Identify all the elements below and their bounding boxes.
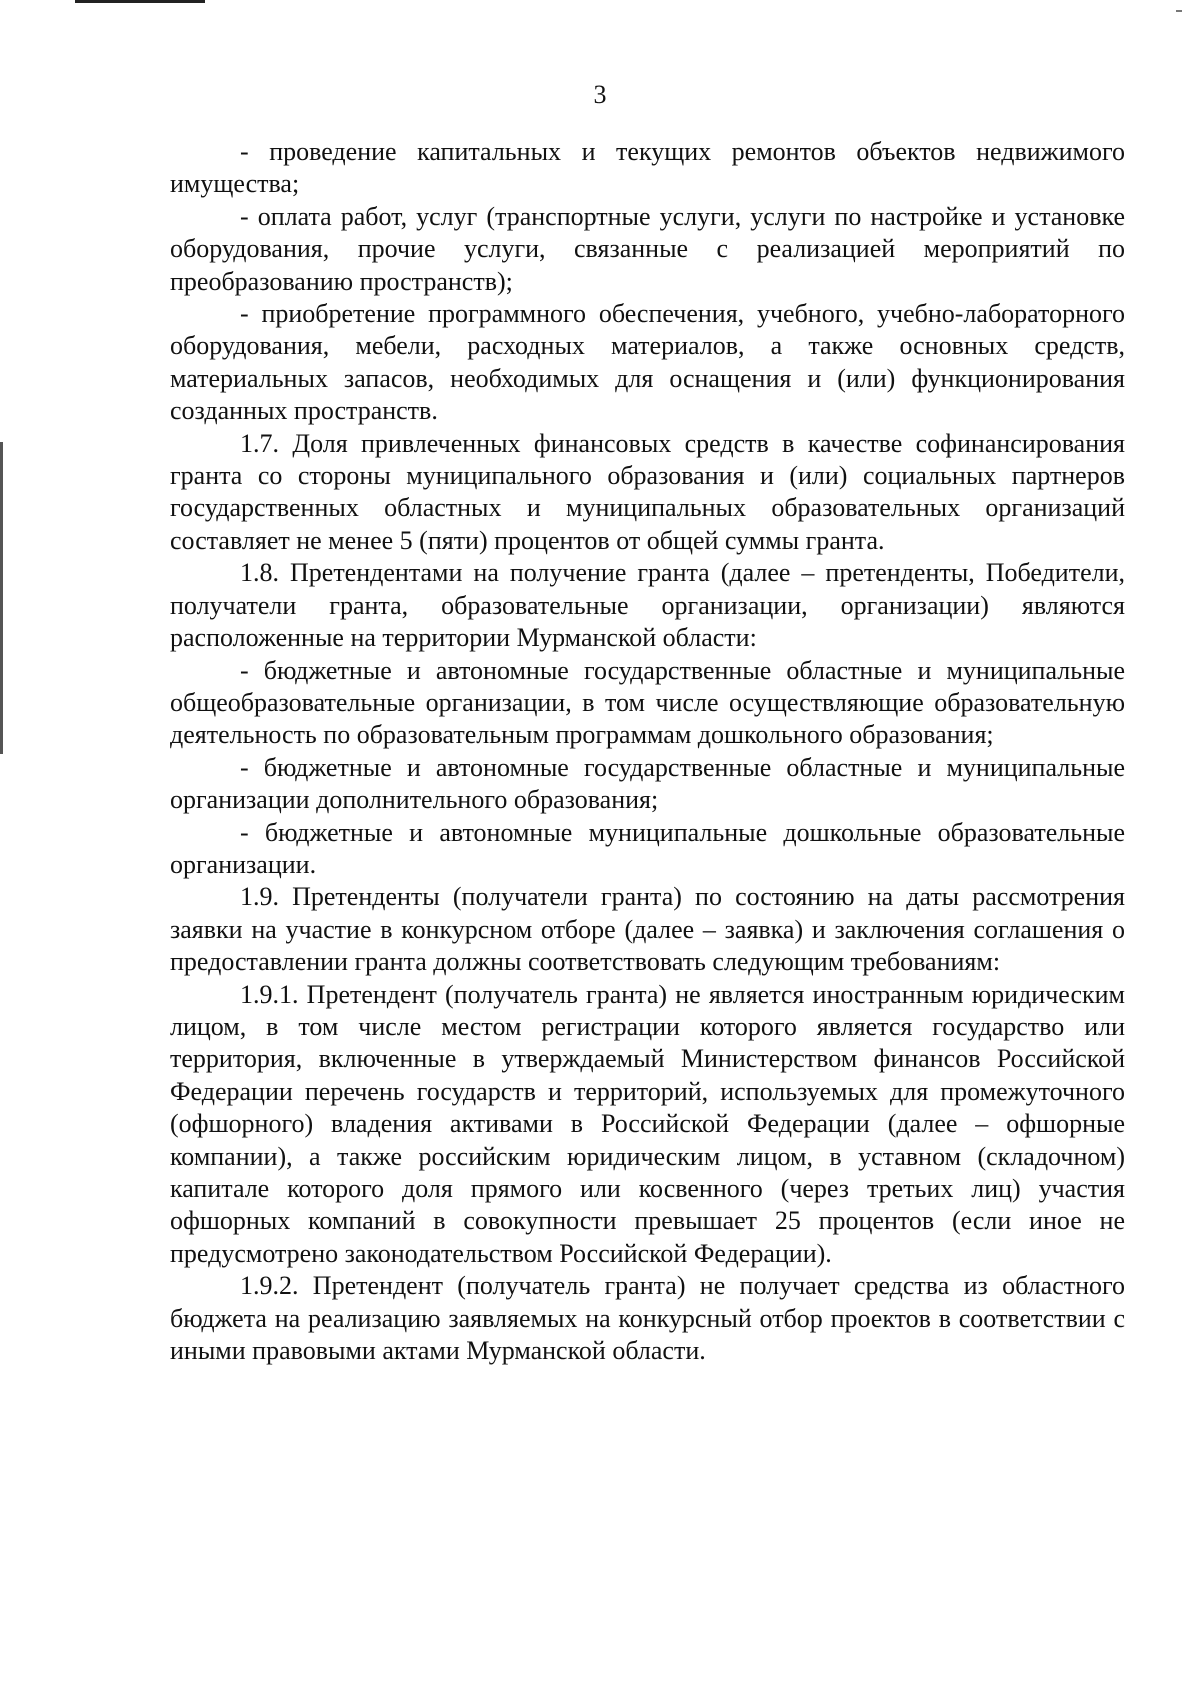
paragraph-1-9: 1.9. Претенденты (получатели гранта) по состоянию на даты рассмотрения заявки на участие в конкурсном отборе (далее – заявка) и заключения соглашения о предоставлении гранта должны соответствовать следующим требованиям: xyxy=(170,882,1125,977)
paragraph-acquisition: - приобретение программного обеспечения, учебного, учебно-лабораторного оборудования, мебели, расходных материалов, а также основных средств, материальных запасов, необходимых для оснащения и (или) функционирования созданных пространств. xyxy=(170,299,1125,426)
paragraph-general-schools: - бюджетные и автономные государственные областные и муниципальные общеобразовательные организации, в том числе осуществляющие образовательную деятельность по образовательным программам дошкольного образования; xyxy=(170,655,1125,750)
paragraph-repairs: - проведение капитальных и текущих ремонтов объектов недвижимого имущества; xyxy=(170,137,1125,199)
paragraph-1-7: 1.7. Доля привлеченных финансовых средств в качестве софинансирования гранта со стороны муниципального образования и (или) социальных партнеров государственных областных и муниципальных образовательных организаций составляет не менее 5 (пяти) процентов от общей суммы гранта. xyxy=(170,428,1125,555)
paragraph-payment-services: - оплата работ, услуг (транспортные услуги, услуги по настройке и установке оборудования, прочие услуги, связанные с реализацией мероприятий по преобразованию пространств); xyxy=(170,201,1125,296)
paragraph-1-8: 1.8. Претендентами на получение гранта (далее – претенденты, Победители, получатели гранта, образовательные организации, организации) являются расположенные на территории Мурманской области: xyxy=(170,558,1125,653)
paragraph-additional-education: - бюджетные и автономные государственные областные и муниципальные организации дополнительного образования; xyxy=(170,752,1125,815)
scan-mark xyxy=(1176,10,1182,12)
top-rule xyxy=(75,0,205,3)
scan-edge-mark xyxy=(0,442,3,754)
document-body xyxy=(170,136,1125,1367)
paragraph-1-9-1: 1.9.1. Претендент (получатель гранта) не является иностранным юридическим лицом, в том числе местом регистрации которого является государство или территория, включенные в утверждаемый Министерством финансов Российской Федерации перечень государств и территорий, используемых для промежуточного (офшорного) владения активами в Российской Федерации (далее – офшорные компании), а также российским юридическим лицом, в уставном (складочном) капитале которого доля прямого или косвенного (через третьих лиц) участия офшорных компаний в совокупности превышает 25 процентов (если иное не предусмотрено законодательством Российской Федерации). xyxy=(170,979,1125,1268)
page-number: 3 xyxy=(593,80,607,109)
paragraph-preschool: - бюджетные и автономные муниципальные дошкольные образовательные организации. xyxy=(170,817,1125,879)
paragraph-1-9-2: 1.9.2. Претендент (получатель гранта) не получает средства из областного бюджета на реализацию заявляемых на конкурсный отбор проектов в соответствии с иными правовыми актами Мурманской области. xyxy=(170,1271,1125,1366)
